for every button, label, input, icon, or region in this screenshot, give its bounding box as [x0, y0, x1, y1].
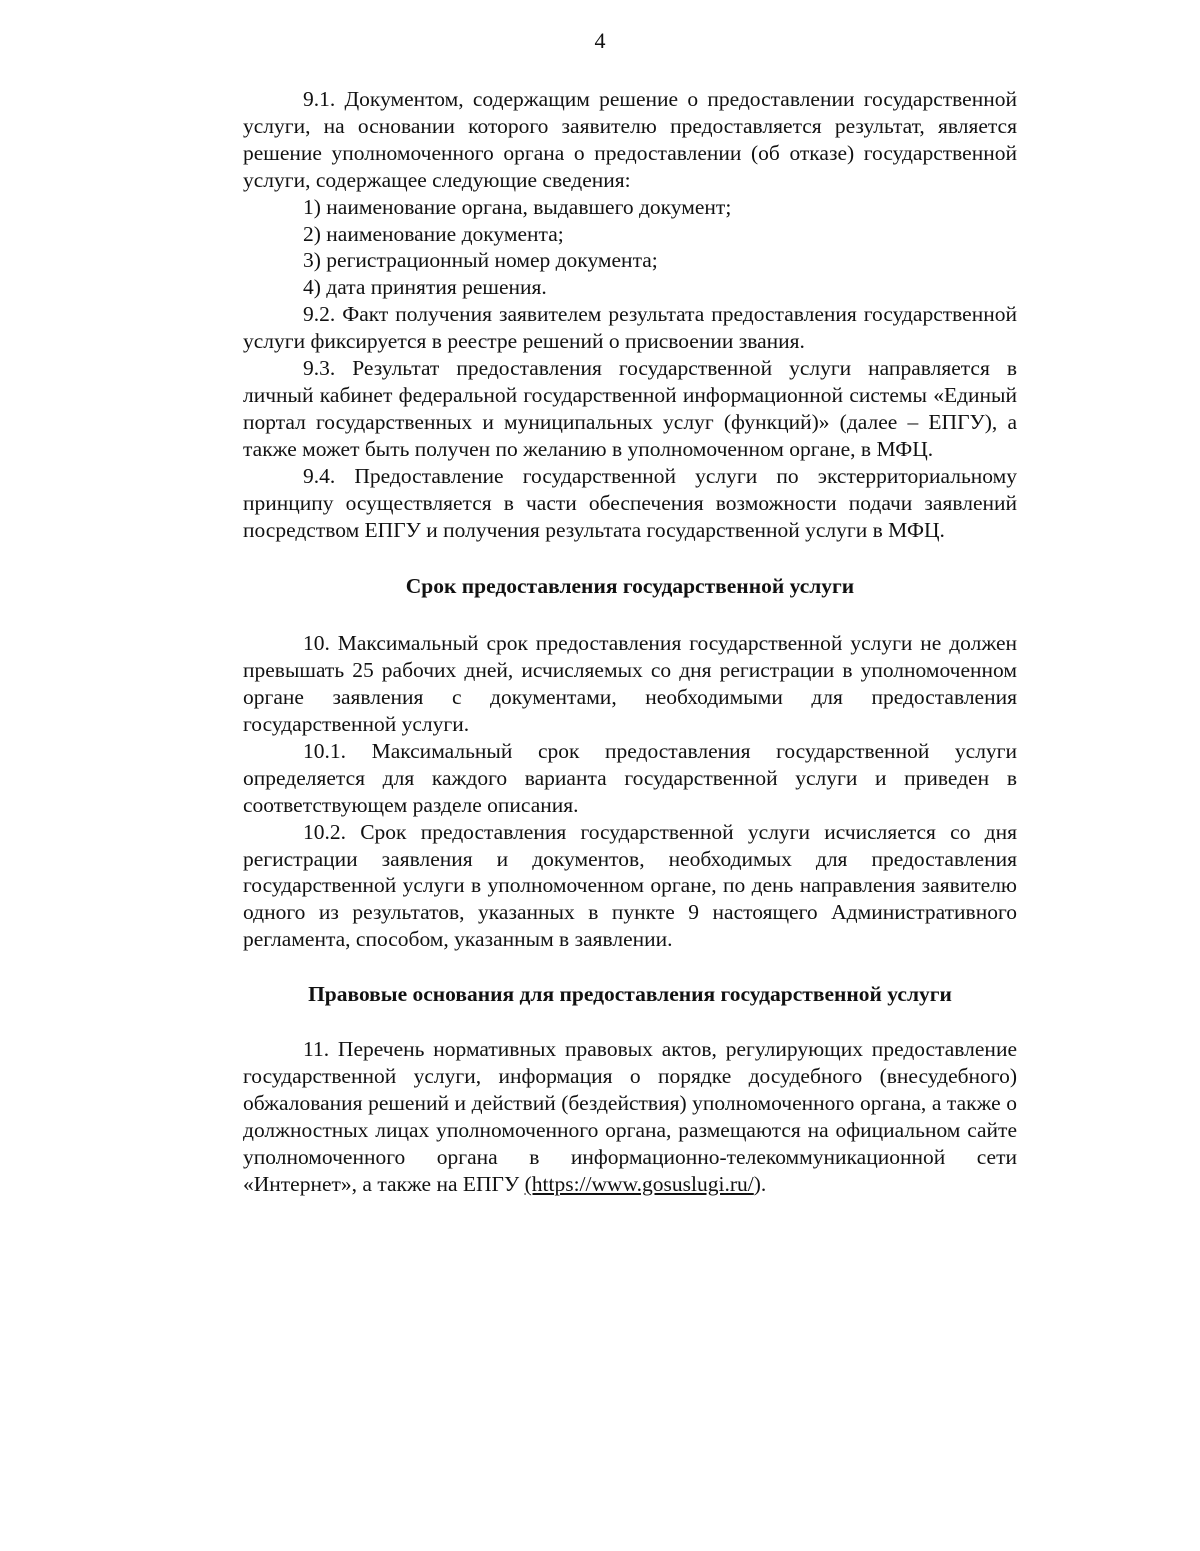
paragraph-9-2: 9.2. Факт получения заявителем результата предоставления государственной услуги фиксируется в реестре решений о присвоении звания. [243, 302, 1017, 354]
paragraph-10: 10. Максимальный срок предоставления государственной услуги не должен превышать 25 рабочих дней, исчисляемых со дня регистрации в уполномоченном органе заявления с документами, необходимыми для предоставления государственной услуги. [243, 631, 1017, 737]
page-number: 4 [594, 28, 606, 53]
document-body [243, 86, 1017, 1198]
paragraph-11 [243, 1036, 1017, 1197]
gosuslugi-link[interactable]: (https://www.gosuslugi.ru/ [524, 1171, 754, 1196]
paragraph-11-text: 11. Перечень нормативных правовых актов, регулирующих предоставление государственной услуги, информация о порядке досудебного (внесудебного) обжалования решений и действий (бездействия) уполномоченного органа, а также о должностных лицах уполномоченного органа, размещаются на официальном сайте уполномоченного органа в информационно-телекоммуникационной сети «Интернет», а также на ЕПГУ [243, 1037, 1017, 1196]
list-item: 1) наименование органа, выдавшего документ; [303, 194, 732, 219]
paragraph-10-2: 10.2. Срок предоставления государственной услуги исчисляется со дня регистрации заявления и документов, необходимых для предоставления государственной услуги в уполномоченном органе, по день направления заявителю одного из результатов, указанных в пункте 9 настоящего Административного регламента, способом, указанным в заявлении. [243, 819, 1017, 952]
paragraph-11-tail: ). [753, 1171, 767, 1196]
list-item: 2) наименование документа; [303, 221, 564, 246]
list-item: 3) регистрационный номер документа; [303, 248, 658, 273]
section-heading-legal-basis: Правовые основания для предоставления государственной услуги [308, 982, 952, 1007]
list-item: 4) дата принятия решения. [303, 275, 547, 300]
paragraph-9-3: 9.3. Результат предоставления государственной услуги направляется в личный кабинет федеральной государственной информационной системы «Единый портал государственных и муниципальных услуг (функций)» (далее – ЕПГУ), а также может быть получен по желанию в уполномоченном органе, в МФЦ. [243, 356, 1017, 461]
paragraph-9-4: 9.4. Предоставление государственной услуги по экстерриториальному принципу осуществляется в части обеспечения возможности подачи заявлений посредством ЕПГУ и получения результата государственной услуги в МФЦ. [243, 463, 1017, 542]
paragraph-10-1: 10.1. Максимальный срок предоставления государственной услуги определяется для каждого варианта государственной услуги и приведен в соответствующем разделе описания. [243, 738, 1017, 817]
paragraph-9-1: 9.1. Документом, содержащим решение о предоставлении государственной услуги, на основании которого заявителю предоставляется результат, является решение уполномоченного органа о предоставлении (об отказе) государственной услуги, содержащее следующие сведения: [243, 87, 1017, 192]
section-heading-term: Срок предоставления государственной услуги [405, 574, 855, 599]
